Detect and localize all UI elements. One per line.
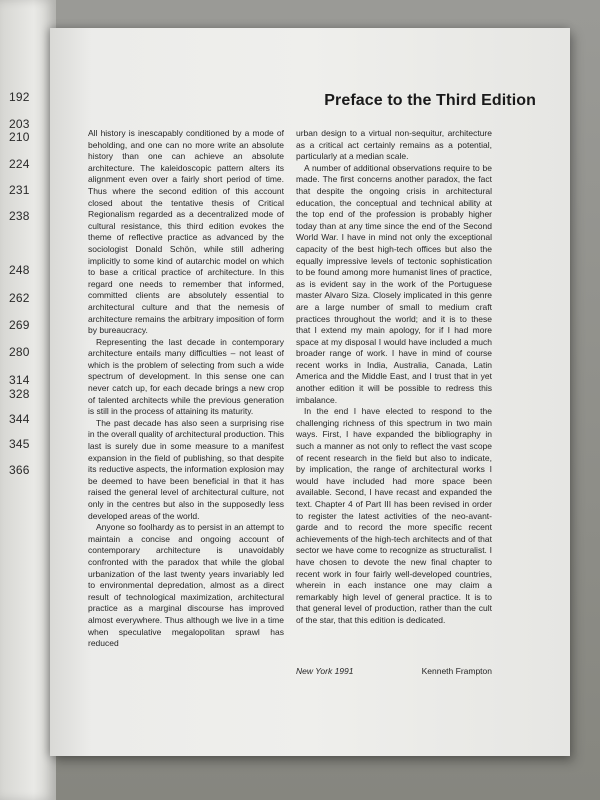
page-number: 231	[9, 183, 30, 197]
page-number: 328	[9, 387, 30, 401]
page-number: 345	[9, 437, 30, 451]
page-number: 280	[9, 345, 30, 359]
page-number: 269	[9, 318, 30, 332]
page-number: 238	[9, 209, 30, 223]
paragraph: The past decade has also seen a surprising rise in the overall quality of architectural production. This last is surely due in some measure to a manifest expansion in the field of publishing, so that despite its reductive aspects, the information explosion may be deemed to have been beneficial in that it has raised the general level of architectural culture, not only in the centres but also in the supposedly less developed areas of the world.	[88, 417, 284, 521]
place-date: New York 1991	[296, 666, 354, 676]
page-number: 192	[9, 90, 30, 104]
page-number: 224	[9, 157, 30, 171]
page-number: 262	[9, 291, 30, 305]
paragraph: urban design to a virtual non-sequitur, architecture as a critical act certainly remains as a potential, particularly at a median scale.	[296, 128, 492, 162]
paragraph: Representing the last decade in contemporary architecture entails many difficulties – not least of which is the problem of selecting from such a wide spectrum of development. In this sense one can never catch up, for each decade brings a new crop of talented architects while the previous generation is still in the process of attaining its maturity.	[88, 336, 284, 417]
page-number: 344	[9, 412, 30, 426]
text-column-right	[296, 128, 492, 627]
signature-line	[296, 666, 492, 676]
paragraph: Anyone so foolhardy as to persist in an attempt to maintain a concise and ongoing account of contemporary architecture is unavoidably confronted with the paradox that while the global urbanization of the last twenty years invariably led to environmental depredation, almost as a direct result of technological maximization, architectural practice as a marginal discourse has improved almost everywhere. Thus although we live in a time when speculative megalopolitan sprawl has reduced	[88, 522, 284, 649]
page-number: 203	[9, 117, 30, 131]
paragraph: All history is inescapably conditioned by a mode of beholding, and one can no more write an absolute history than one can achieve an absolute architecture. The kaleidoscopic pattern alters its alignment even over a fairly short period of time. Thus where the second edition of this account closed about the tentative thesis of Critical Regionalism regarded as a decentralized mode of cultural resistance, this third edition evokes the theme of reflective practice as advanced by the sociologist Donald Schön, while still adhering implicitly to some kind of autarchic model on which to base a critical practice of architecture. In this regard one needs to remember that informed, committed clients are absolutely essential to architectural culture and that the nemesis of architecture remains the arbitrary imposition of form by bureaucracy.	[88, 128, 284, 336]
page-title: Preface to the Third Edition	[324, 92, 536, 109]
left-page-edge	[0, 0, 56, 800]
paragraph: In the end I have elected to respond to the challenging richness of this spectrum in two main ways. First, I have expanded the bibliography in such a manner as not only to reflect the vast scope of recent research in the field but also to indicate, by implication, the range of architectural works I would have included had more space been available. Second, I have recast and expanded the text. Chapter 4 of Part III has been revised in order to register the latest activities of the neo-avant-garde and to record the more specific recent achievements of the high-tech architects and of that sector we have come to recognize as structuralist. I have chosen to devote the new final chapter to recent work in four fairly well-developed countries, wherein in each instance one may claim a remarkably high level of general practice. It is to that general level of production, rather than the cult of the star, that this edition is dedicated.	[296, 406, 492, 625]
text-column-left	[88, 128, 284, 650]
page-number: 314	[9, 373, 30, 387]
paragraph: A number of additional observations require to be made. The first concerns another paradox, the fact that despite the ongoing crisis in architectural education, the conceptual and technical ability at the top end of the profession is probably higher today than at any time since the end of the Second World War. I have in mind not only the exceptional capacity of the best high-tech offices but also the equally impressive levels of tectonic sophistication to be found among more humanist lines of practice, as is evident say in the work of the Portuguese master Alvaro Siza. Closely implicated in this genre are a large number of small to medium craft practices throughout the world; and it is to these that I extend my main apology, for if I had more space at my disposal I would have included a much broader range of work. I have in mind of course recent works in India, Australia, Canada, Latin America and the Middle East, and I trust that in yet another edition it will be possible to redress this imbalance.	[296, 162, 492, 405]
page-number: 366	[9, 463, 30, 477]
page-number: 248	[9, 263, 30, 277]
author-name: Kenneth Frampton	[421, 666, 492, 676]
preface-page	[50, 28, 570, 756]
page-number-list	[0, 0, 56, 800]
page-number: 210	[9, 130, 30, 144]
